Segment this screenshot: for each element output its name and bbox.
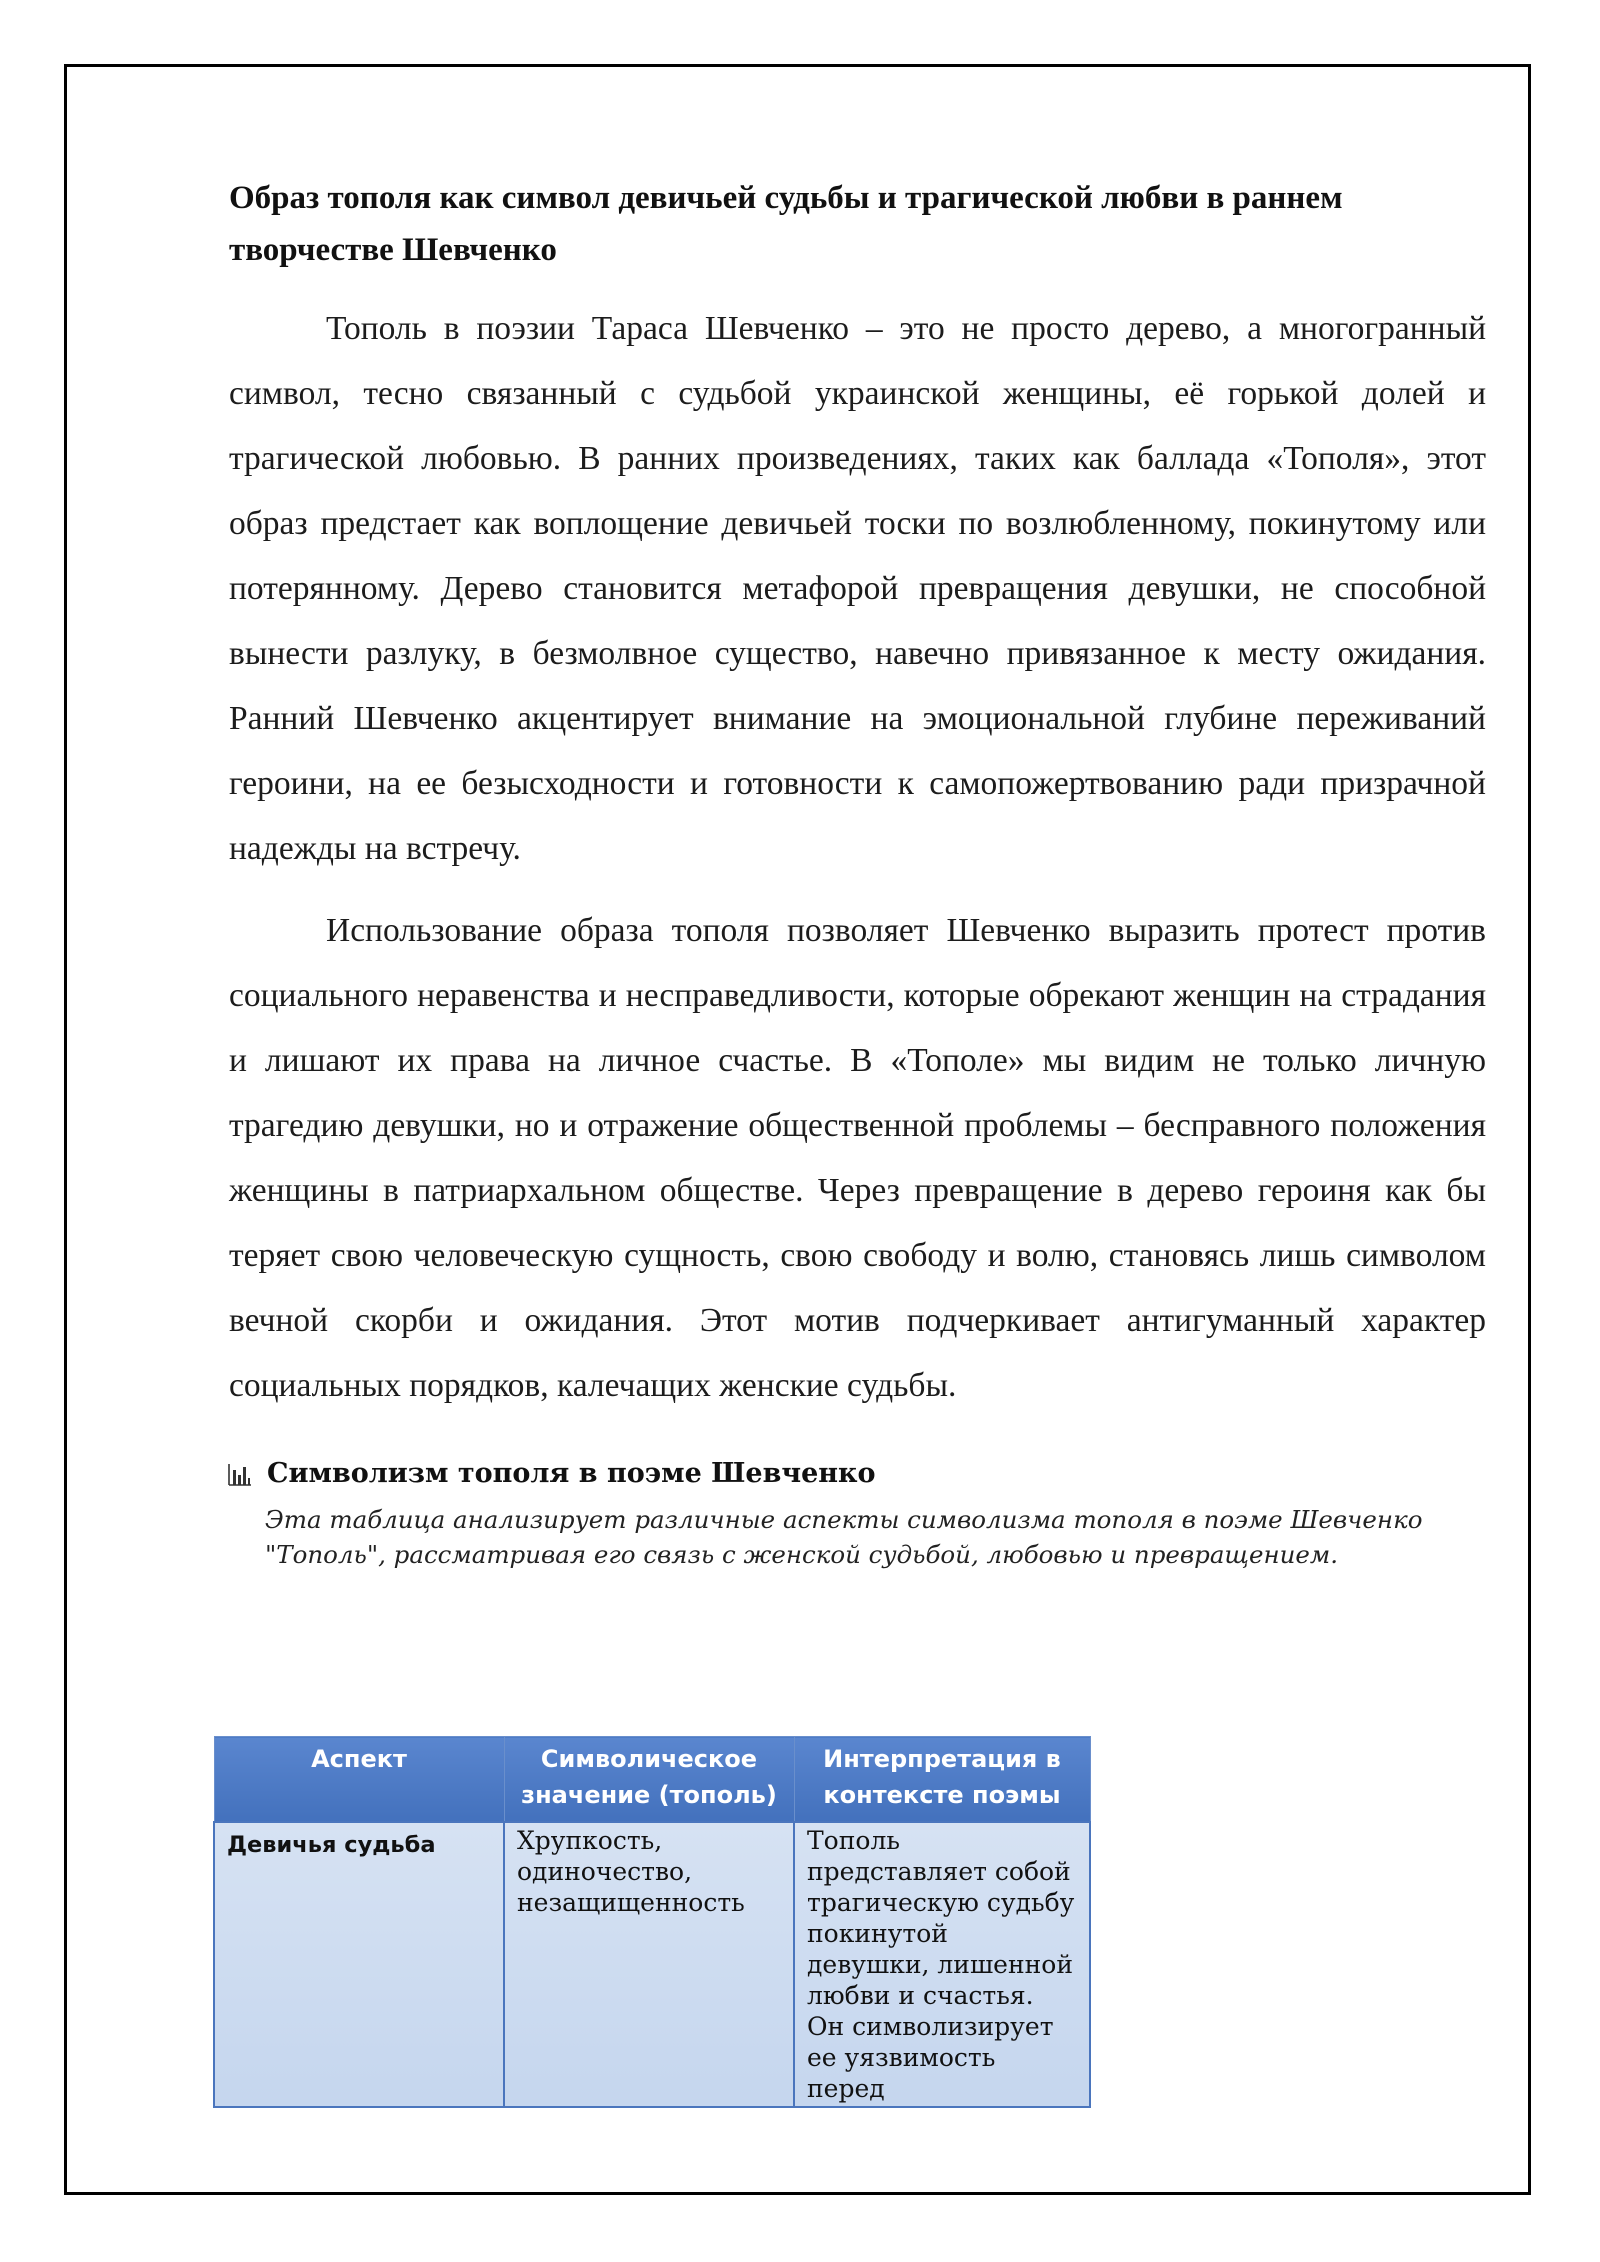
paragraph-2: Использование образа тополя позволяет Шевченко выразить протест против социального неравенства и несправедливости, которые обрекают женщин на страдания и лишают их права на личное счастье. В «Тополе» мы видим не только личную трагедию девушки, но и отражение общественной проблемы – бесправного положения женщины в патриархальном обществе. Через превращение в дерево героиня как бы теряет свою человеческую сущность, свою свободу и волю, становясь лишь символом вечной скорби и ожидания. Этот мотив подчеркивает антигуманный характер социальных порядков, калечащих женские судьбы. [229,912,1486,1404]
table-title-row [227,1454,1486,1494]
column-header-meaning: Символическое значение (тополь) [504,1737,794,1823]
table-header-row [214,1737,1090,1823]
cell-aspect: Девичья судьба [214,1822,504,2107]
document-body [229,172,1486,1572]
table-title: Символизм тополя в поэме Шевченко [267,1458,876,1489]
bar-chart-icon [227,1461,253,1487]
cell-interpretation: Тополь представляет собой трагическую судьбу покинутой девушки, лишенной любви и счастья. Он символизирует ее уязвимость перед [794,1822,1090,2107]
table-row [214,1822,1090,2107]
document-title: Образ тополя как символ девичьей судьбы и трагической любви в раннем творчестве Шевченко [229,180,1343,268]
paragraph-1: Тополь в поэзии Тараса Шевченко – это не просто дерево, а многогранный символ, тесно связанный с судьбой украинской женщины, её горькой долей и трагической любовью. В ранних произведениях, таких как баллада «Тополя», этот образ предстает как воплощение девичьей тоски по возлюбленному, покинутому или потерянному. Дерево становится метафорой превращения девушки, не способной вынести разлуку, в безмолвное существо, навечно привязанное к месту ожидания. Ранний Шевченко акцентирует внимание на эмоциональной глубине переживаний героини, на ее безысходности и готовности к самопожертвованию ради призрачной надежды на встречу. [229,310,1486,867]
table-caption [227,1454,1486,1572]
column-header-interpretation: Интерпретация в контексте поэмы [794,1737,1090,1823]
table-description: Эта таблица анализирует различные аспекты символизма тополя в поэме Шевченко "Тополь", рассматривая его связь с женской судьбой, любовью и превращением. [265,1505,1423,1569]
cell-meaning: Хрупкость, одиночество, незащищенность [504,1822,794,2107]
symbolism-table [213,1736,1091,2108]
column-header-aspect: Аспект [214,1737,504,1823]
